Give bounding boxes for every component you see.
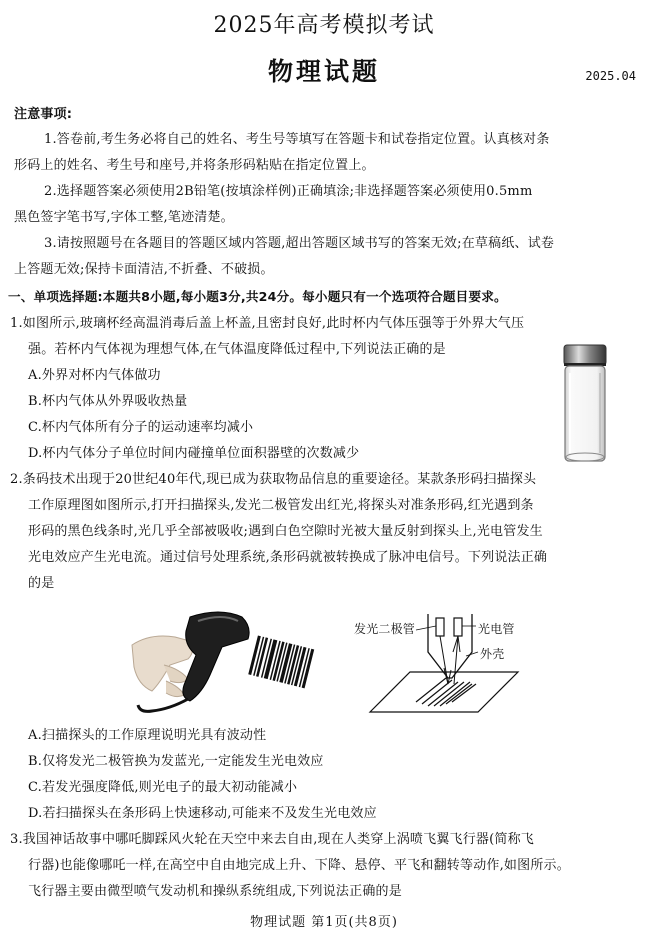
q2-stem: 形码的黑色线条时,光几乎全部被吸收;遇到白色空隙时光被大量反射到探头上,光电管发生: [28, 524, 543, 539]
exam-date: 2025.04: [585, 69, 636, 83]
q2-option-d: D.若扫描探头在条形码上快速移动,可能来不及发生光电效应: [28, 806, 377, 821]
q1-option-a: A.外界对杯内气体做功: [28, 368, 161, 383]
notice-line: 3.请按照题号在各题目的答题区域内答题,超出答题区域书写的答案无效;在草稿纸、试卷: [44, 236, 555, 251]
barcode-scanner-photo: [130, 605, 330, 715]
q2-option-a: A.扫描探头的工作原理说明光具有波动性: [28, 728, 267, 743]
notice-line: 形码上的姓名、考生号和座号,并将条形码粘贴在指定位置上。: [14, 158, 375, 173]
notice-line: 上答题无效;保持卡面清洁,不折叠、不破损。: [14, 262, 274, 277]
subject-title: 物理试题: [267, 57, 380, 86]
q2-option-b: B.仅将发光二极管换为发蓝光,一定能发生光电效应: [28, 754, 324, 769]
q3-stem: 飞行器主要由微型喷气发动机和操纵系统组成,下列说法正确的是: [28, 884, 402, 899]
q2-option-c: C.若发光强度降低,则光电子的最大初动能减小: [28, 780, 298, 795]
notice-line: 2.选择题答案必须使用2B铅笔(按填涂样例)正确填涂;非选择题答案必须使用0.5mm: [44, 184, 533, 199]
page-footer: 物理试题 第1页(共8页): [250, 915, 398, 930]
label-phototube: 光电管: [478, 622, 515, 636]
label-led: 发光二极管: [354, 622, 416, 636]
q2-stem: 2.条码技术出现于20世纪40年代,现已成为获取物品信息的重要途径。某款条形码扫描探头: [10, 472, 537, 487]
q2-stem: 的是: [28, 576, 55, 591]
notice-line: 黑色签字笔书写,字体工整,笔迹清楚。: [14, 210, 234, 225]
exam-title: 2025年高考模拟考试: [213, 13, 435, 38]
glass-cup-figure: [560, 343, 612, 465]
q1-option-d: D.杯内气体分子单位时间内碰撞单位面积器壁的次数减少: [28, 446, 360, 461]
label-shell: 外壳: [480, 647, 505, 661]
q1-option-b: B.杯内气体从外界吸收热量: [28, 394, 188, 409]
q3-stem: 3.我国神话故事中哪吒脚踩风火轮在天空中来去自由,现在人类穿上涡喷飞翼飞行器(简称飞: [10, 832, 535, 847]
q1-stem: 强。若杯内气体视为理想气体,在气体温度降低过程中,下列说法正确的是: [28, 342, 446, 357]
q2-stem: 光电效应产生光电流。通过信号处理系统,条形码就被转换成了脉冲电信号。下列说法正确: [28, 550, 548, 565]
q3-stem: 行器)也能像哪吒一样,在高空中自由地完成上升、下降、悬停、平飞和翻转等动作,如图所示。: [28, 858, 570, 873]
section-heading: 一、单项选择题:本题共8小题,每小题3分,共24分。每小题只有一个选项符合题目要求。: [8, 289, 507, 304]
notice-heading: 注意事项:: [14, 107, 73, 122]
notice-line: 1.答卷前,考生务必将自己的姓名、考生号等填写在答题卡和试卷指定位置。认真核对条: [44, 132, 550, 147]
q2-stem: 工作原理图如图所示,打开扫描探头,发光二极管发出红光,将探头对准条形码,红光遇到条: [28, 498, 534, 513]
q1-stem: 1.如图所示,玻璃杯经高温消毒后盖上杯盖,且密封良好,此时杯内气体压强等于外界大气压: [10, 316, 525, 331]
q1-option-c: C.杯内气体所有分子的运动速率均减小: [28, 420, 254, 435]
